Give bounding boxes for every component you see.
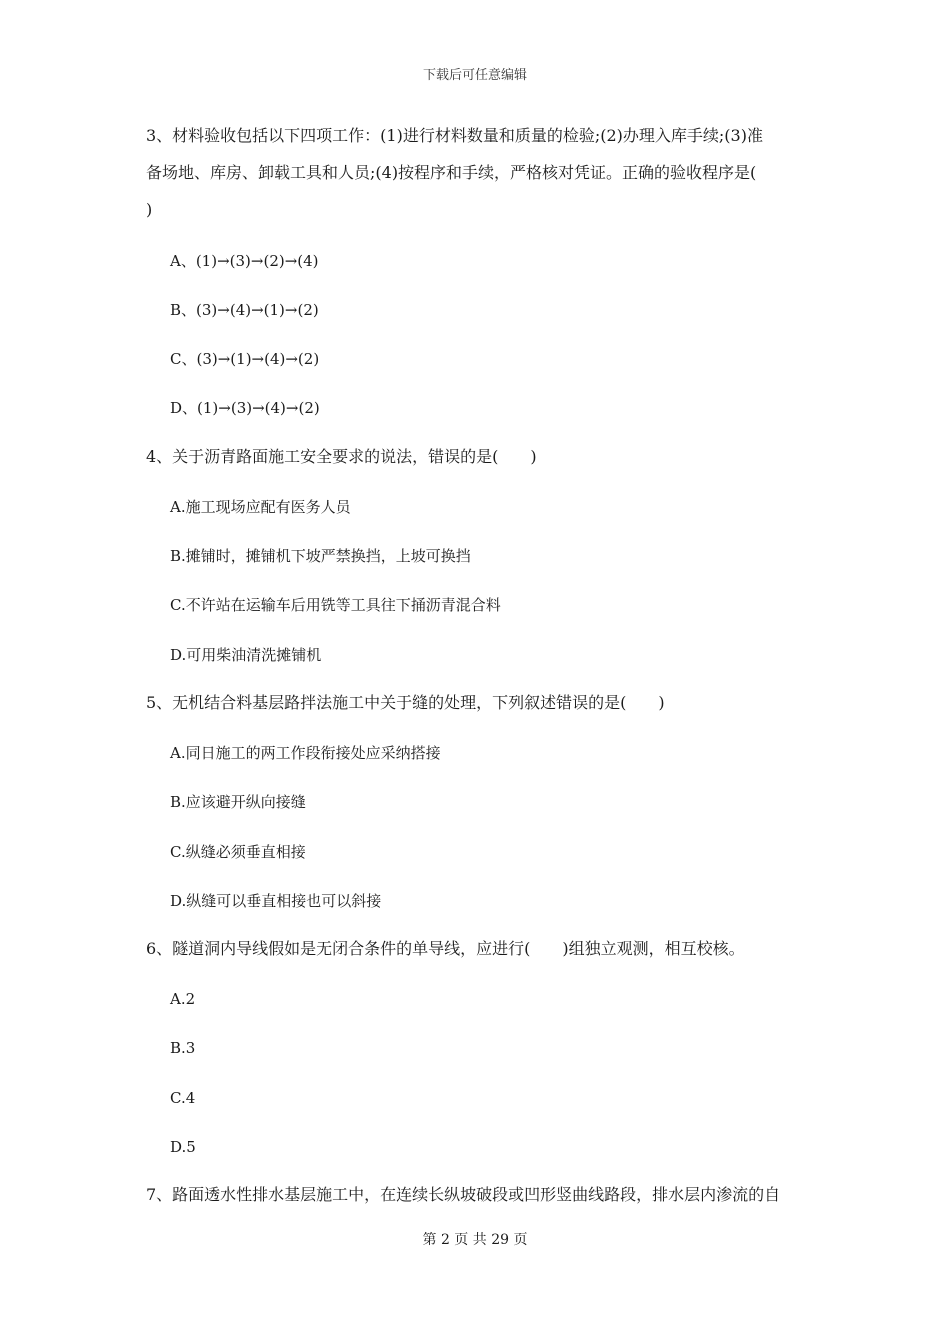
question-7-stem-line-1: 7、路面透水性排水基层施工中，在连续长纵坡破段或凹形竖曲线路段，排水层内渗流的自 <box>146 1185 781 1204</box>
question-5-stem: 5、无机结合料基层路拌法施工中关于缝的处理，下列叙述错误的是( ) <box>146 693 665 712</box>
question-5-option-a: A.同日施工的两工作段衔接处应采纳搭接 <box>170 744 441 762</box>
question-3-stem-line-2: 备场地、库房、卸载工具和人员;(4)按程序和手续，严格核对凭证。正确的验收程序是( <box>146 163 757 182</box>
question-6-option-c: C.4 <box>170 1089 196 1107</box>
page-footer: 第 2 页 共 29 页 <box>422 1232 528 1248</box>
question-3-stem-line-1: 3、材料验收包括以下四项工作：(1)进行材料数量和质量的检验;(2)办理入库手续;(3)准 <box>146 126 763 145</box>
question-4-option-b: B.摊铺时，摊铺机下坡严禁换挡，上坡可换挡 <box>170 547 471 565</box>
question-3-stem-line-3: ) <box>146 200 153 219</box>
question-6-option-a: A.2 <box>170 990 196 1008</box>
question-6-option-b: B.3 <box>170 1039 196 1057</box>
question-3-option-c: C、(3)→(1)→(4)→(2) <box>170 350 320 368</box>
question-4-option-c: C.不许站在运输车后用铣等工具往下捅沥青混合料 <box>170 596 501 614</box>
question-3-option-d: D、(1)→(3)→(4)→(2) <box>170 399 320 417</box>
question-4-option-a: A.施工现场应配有医务人员 <box>170 498 351 516</box>
question-5-option-b: B.应该避开纵向接缝 <box>170 793 306 811</box>
question-4-stem: 4、关于沥青路面施工安全要求的说法，错误的是( ) <box>146 447 537 466</box>
question-5-option-c: C.纵缝必须垂直相接 <box>170 843 306 861</box>
question-3-option-a: A、(1)→(3)→(2)→(4) <box>170 252 319 270</box>
question-4-option-d: D.可用柴油清洗摊铺机 <box>170 646 322 664</box>
question-5-option-d: D.纵缝可以垂直相接也可以斜接 <box>170 892 382 910</box>
question-6-option-d: D.5 <box>170 1138 196 1156</box>
question-3-option-b: B、(3)→(4)→(1)→(2) <box>170 301 319 319</box>
page-header: 下载后可任意编辑 <box>422 68 527 83</box>
question-6-stem: 6、隧道洞内导线假如是无闭合条件的单导线，应进行( )组独立观测，相互校核。 <box>146 939 745 958</box>
